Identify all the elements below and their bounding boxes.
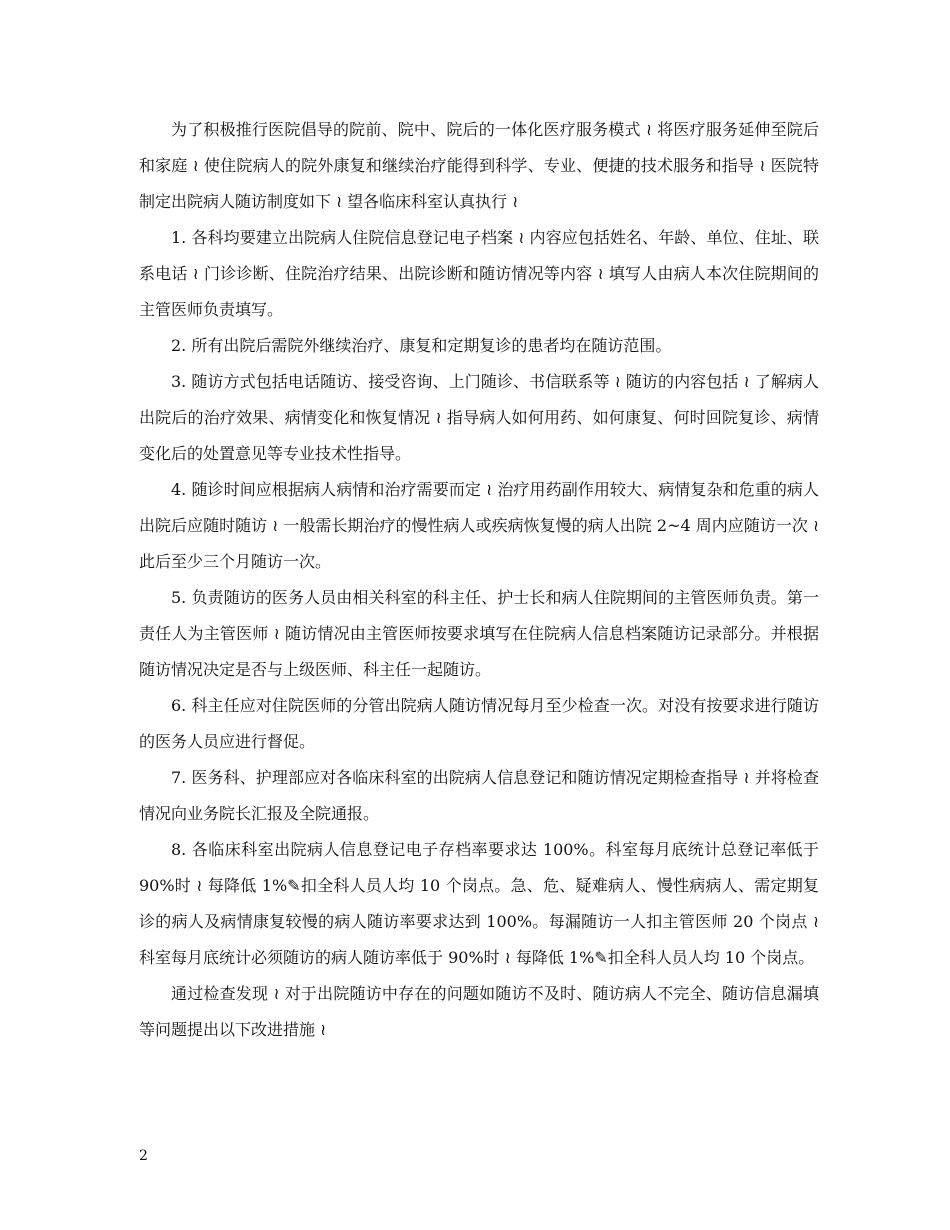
paragraph-intro: 为了积极推行医院倡导的院前、院中、院后的一体化医疗服务模式 ≀ 将医疗服务延伸至院后和家庭 ≀ 使住院病人的院外康复和继续治疗能得到科学、专业、便捷的技术服务和指导 ≀ 医院特制定出院病人随访制度如下 ≀ 望各临床科室认真执行 ≀: [139, 120, 819, 211]
paragraph-item-3: 3. 随访方式包括电话随访、接受咨询、上门随诊、书信联系等 ≀ 随访的内容包括 ≀ 了解病人出院后的治疗效果、病情变化和恢复情况 ≀ 指导病人如何用药、如何康复、何时回院复诊、病情变化后的处置意见等专业技术性指导。: [139, 372, 819, 463]
page-number: 2: [139, 1148, 148, 1164]
document-body: [139, 112, 819, 1048]
paragraph-item-8: 8. 各临床科室出院病人信息登记电子存档率要求达 100%。科室每月底统计总登记率低于 90%时 ≀ 每降低 1%✎扣全科人员人均 10 个岗点。急、危、疑难病人、慢性病病人、需定期复诊的病人及病情康复较慢的病人随访率要求达到 100%。每漏随访一人扣主管医师 20 个岗点 ≀ 科室每月底统计必须随访的病人随访率低于 90%时 ≀ 每降低 1%✎扣全科人员人均 10 个岗点。: [139, 840, 819, 967]
paragraph-item-6: 6. 科主任应对住院医师的分管出院病人随访情况每月至少检查一次。对没有按要求进行随访的医务人员应进行督促。: [139, 696, 819, 751]
paragraph-item-4: 4. 随诊时间应根据病人病情和治疗需要而定 ≀ 治疗用药副作用较大、病情复杂和危重的病人出院后应随时随访 ≀ 一般需长期治疗的慢性病人或疾病恢复慢的病人出院 2~4 周内应随访一次 ≀ 此后至少三个月随访一次。: [139, 480, 819, 571]
paragraph-item-5: 5. 负责随访的医务人员由相关科室的科主任、护士长和病人住院期间的主管医师负责。第一责任人为主管医师 ≀ 随访情况由主管医师按要求填写在住院病人信息档案随访记录部分。并根据随访情况决定是否与上级医师、科主任一起随访。: [139, 588, 819, 679]
paragraph-item-2: 2. 所有出院后需院外继续治疗、康复和定期复诊的患者均在随访范围。: [171, 336, 672, 355]
paragraph-improvement: 通过检查发现 ≀ 对于出院随访中存在的问题如随访不及时、随访病人不完全、随访信息漏填等问题提出以下改进措施 ≀: [139, 984, 819, 1039]
paragraph-item-1: 1. 各科均要建立出院病人住院信息登记电子档案 ≀ 内容应包括姓名、年龄、单位、住址、联系电话 ≀ 门诊诊断、住院治疗结果、出院诊断和随访情况等内容 ≀ 填写人由病人本次住院期间的主管医师负责填写。: [139, 228, 819, 319]
paragraph-item-7: 7. 医务科、护理部应对各临床科室的出院病人信息登记和随访情况定期检查指导 ≀ 并将检查情况向业务院长汇报及全院通报。: [139, 768, 819, 823]
